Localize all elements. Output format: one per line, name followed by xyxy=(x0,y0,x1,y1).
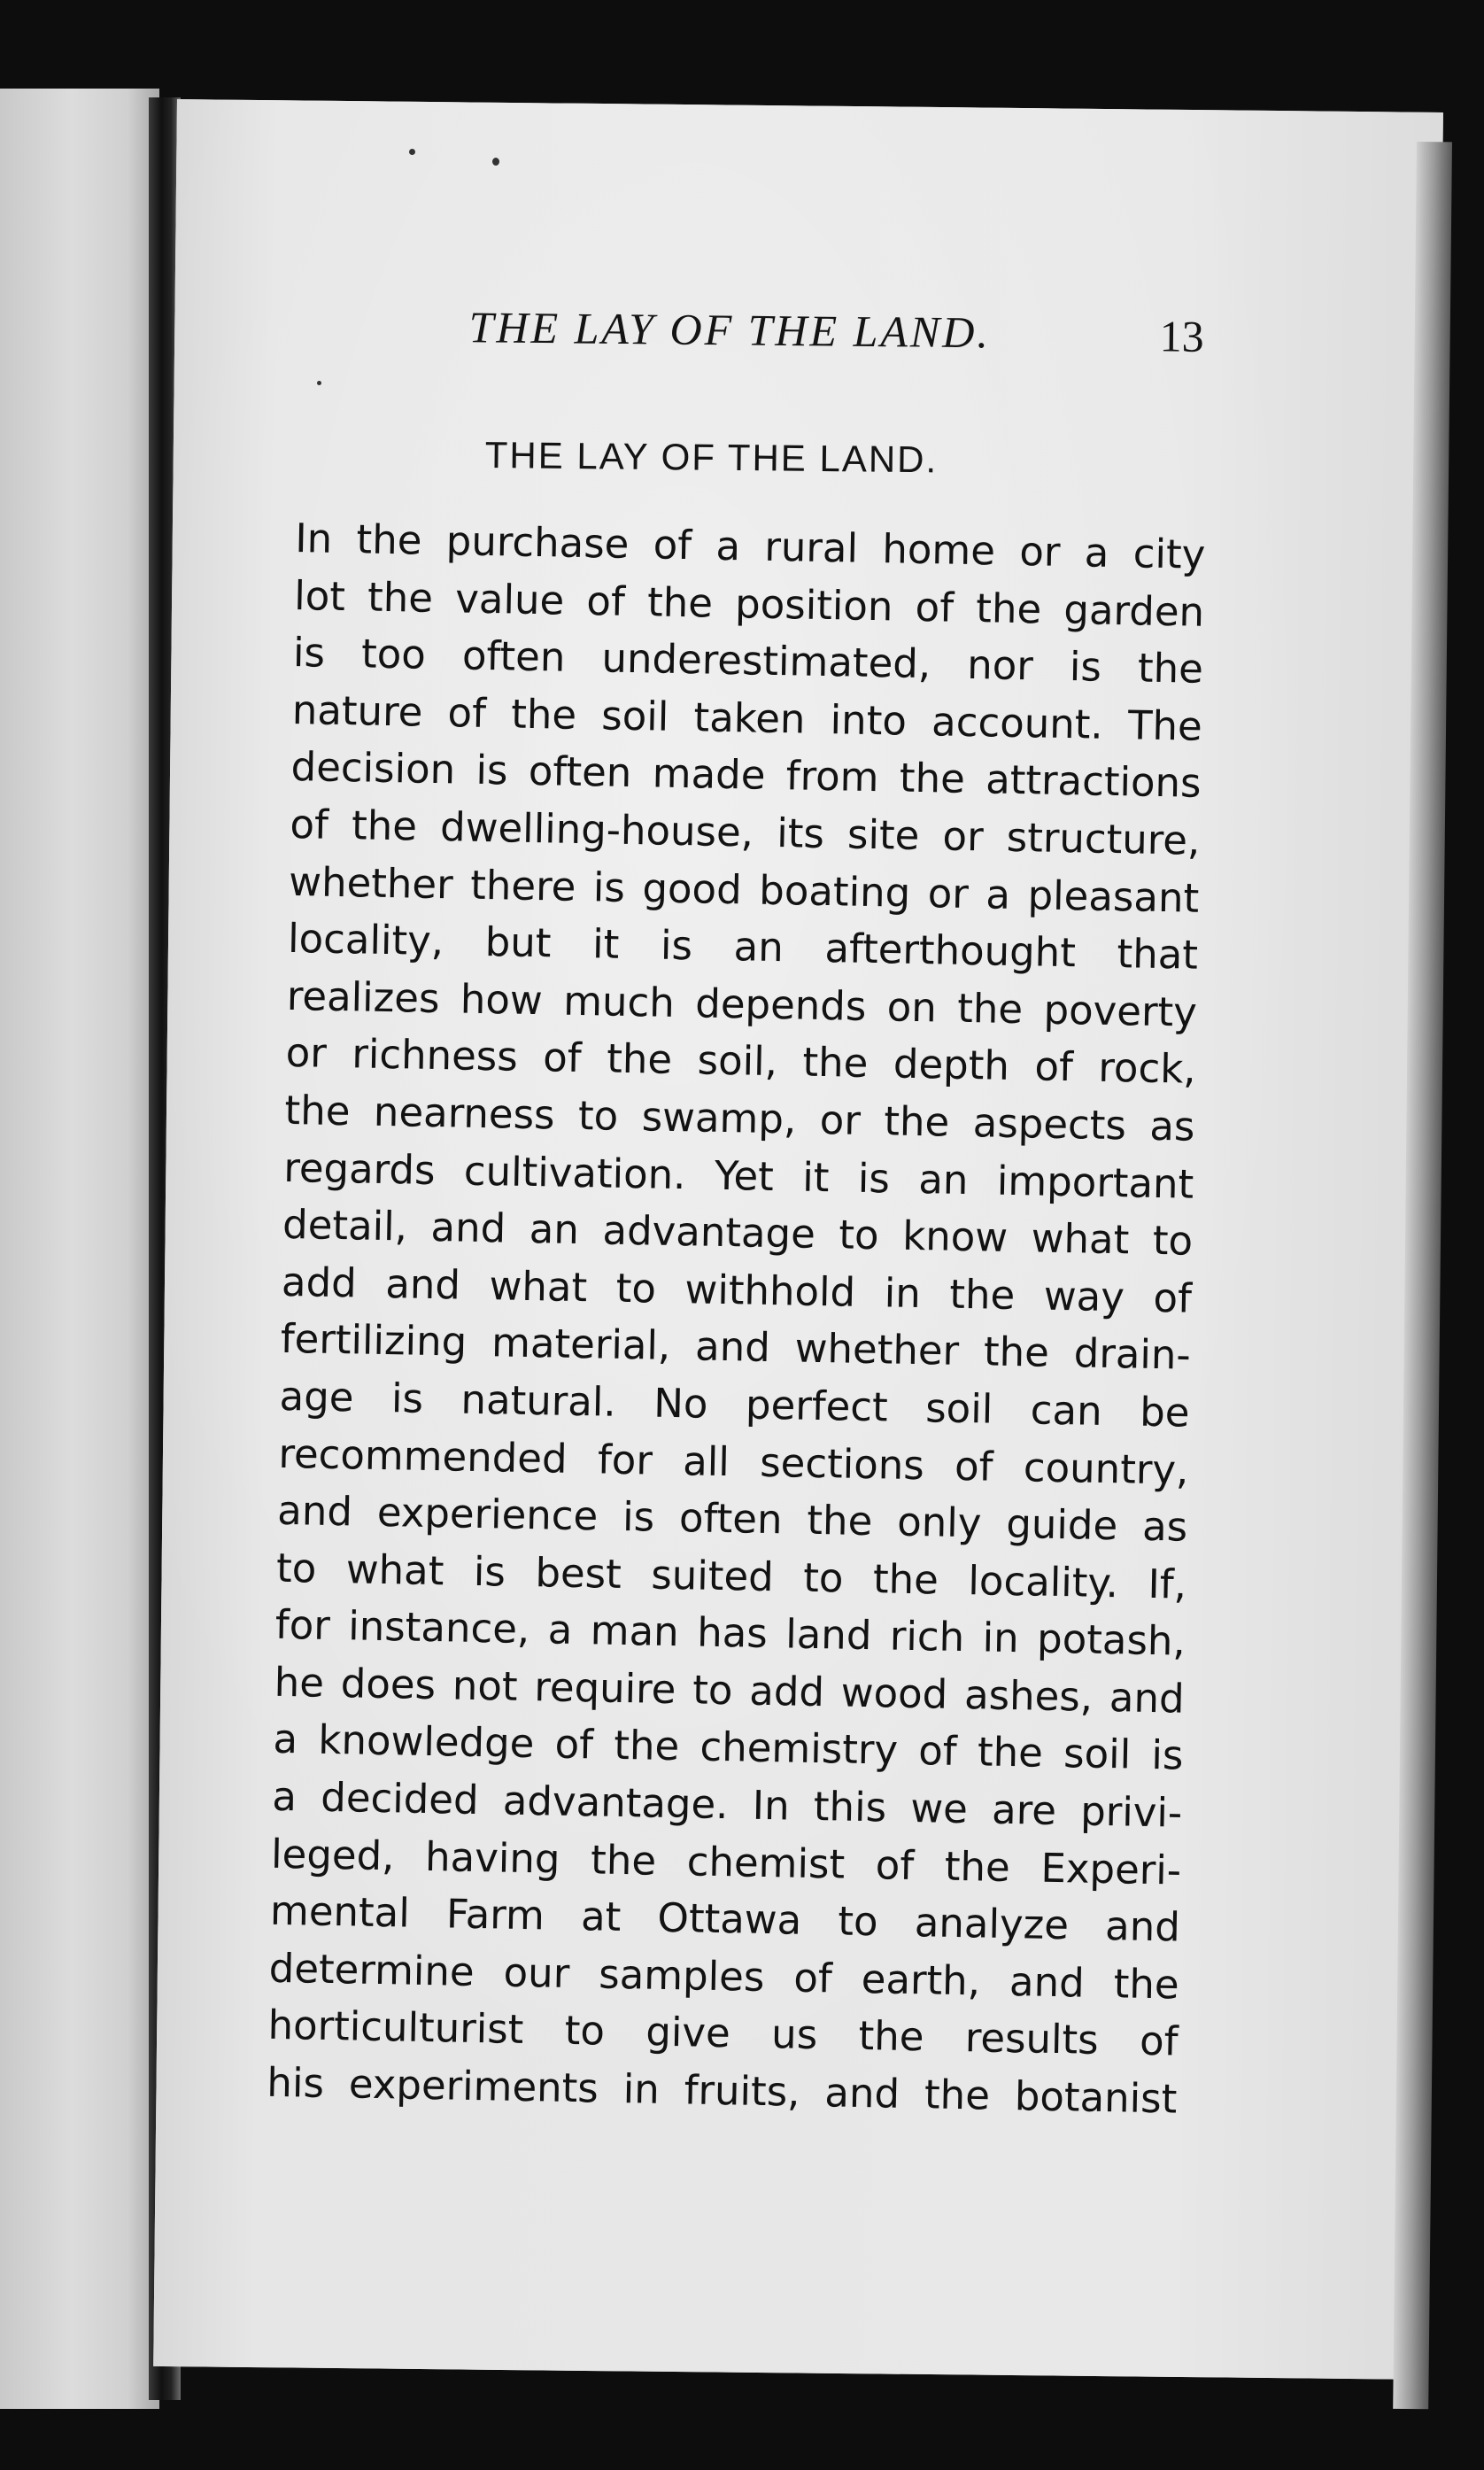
text-line: fertilizing material, and whether the drain- xyxy=(280,1315,1192,1379)
running-head-title: THE LAY OF THE LAND. xyxy=(468,302,992,358)
text-line: nature of the soil taken into account. The xyxy=(291,685,1203,750)
text-line: is too often underestimated, nor is the xyxy=(292,629,1204,693)
text-line: lot the value of the position of the garden xyxy=(293,571,1205,636)
dust-speck xyxy=(492,158,499,166)
facing-page-edge xyxy=(0,89,159,2409)
text-line: decision is often made from the attractions xyxy=(290,743,1202,808)
text-line: leged, having the chemist of the Experi- xyxy=(270,1830,1182,1894)
text-line: and experience is often the only guide as xyxy=(276,1486,1188,1551)
text-line: a knowledge of the chemistry of the soil is xyxy=(273,1715,1184,1780)
page-number: 13 xyxy=(1159,311,1204,361)
text-line: determine our samples of earth, and the xyxy=(268,1944,1180,2009)
text-line: to what is best suited to the locality. If, xyxy=(275,1544,1187,1608)
body-text xyxy=(267,510,1206,2128)
text-line: mental Farm at Ottawa to analyze and xyxy=(269,1886,1181,1951)
text-line: add and what to withhold in the way of xyxy=(281,1258,1193,1322)
text-line: the nearness to swamp, or the aspects as xyxy=(284,1086,1195,1150)
text-line: locality, but it is an afterthought that xyxy=(287,915,1199,979)
text-line: a decided advantage. In this we are privi- xyxy=(271,1772,1183,1837)
text-line: his experiments in fruits, and the botanist xyxy=(266,2058,1178,2123)
text-line: or richness of the soil, the depth of rock, xyxy=(285,1029,1197,1094)
text-line: age is natural. No perfect soil can be xyxy=(279,1372,1190,1436)
text-line: regards cultivation. Yet it is an important xyxy=(282,1143,1194,1208)
text-line: realizes how much depends on the poverty xyxy=(286,972,1198,1036)
text-line: for instance, a man has land rich in potash, xyxy=(274,1601,1186,1665)
text-line: detail, and an advantage to know what to xyxy=(282,1200,1194,1265)
text-line: In the purchase of a rural home or a city xyxy=(294,514,1206,578)
text-line: recommended for all sections of country, xyxy=(277,1429,1189,1494)
text-line: of the dwelling-house, its site or structure, xyxy=(290,800,1201,864)
text-line: horticulturist to give us the results of xyxy=(267,2002,1179,2065)
text-line: whether there is good boating or a pleasant xyxy=(288,857,1200,922)
dust-speck xyxy=(317,381,321,385)
text-line: he does not require to add wood ashes, and xyxy=(274,1658,1186,1723)
dust-speck xyxy=(409,149,415,155)
chapter-heading: THE LAY OF THE LAND. xyxy=(484,434,939,481)
